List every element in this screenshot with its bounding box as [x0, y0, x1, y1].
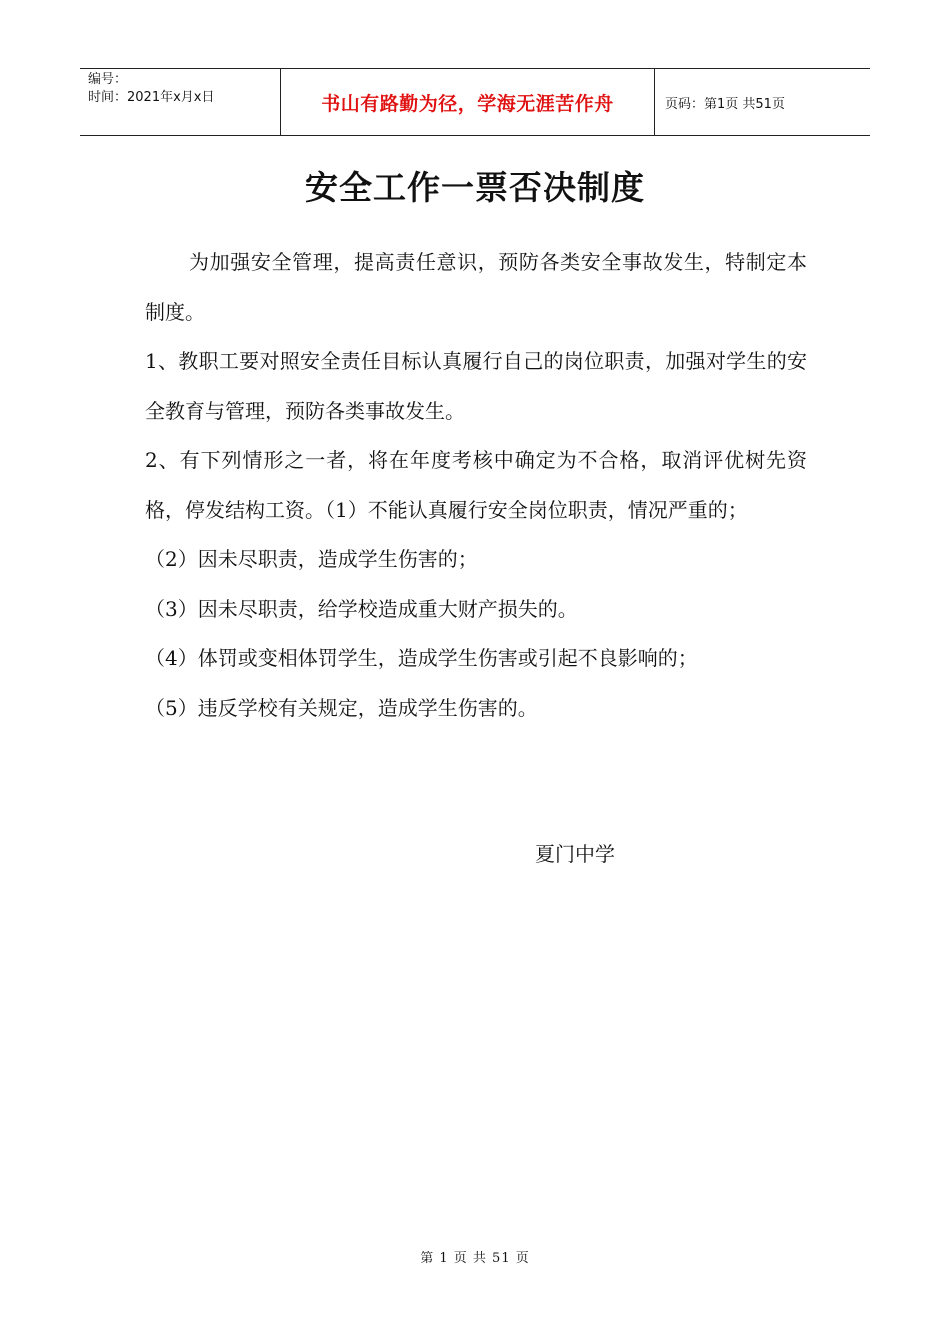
sub-item-4: （4）体罚或变相体罚学生，造成学生伤害或引起不良影响的； — [145, 646, 698, 670]
motto: 书山有路勤为径，学海无涯苦作舟 — [281, 69, 655, 135]
signature: 夏门中学 — [535, 842, 615, 866]
page-info: 页码：第1页 共51页 — [665, 96, 785, 112]
header-meta-cell — [80, 69, 281, 135]
document-header — [80, 68, 870, 136]
document-title: 安全工作一票否决制度 — [305, 168, 645, 207]
number-label: 编号： — [88, 72, 128, 87]
sub-item-5: （5）违反学校有关规定，造成学生伤害的。 — [145, 695, 538, 720]
item-1: 1、教职工要对照安全责任目标认真履行自己的岗位职责，加强对学生的安全教育与管理，预防各类事故发生。 — [145, 349, 807, 423]
page-footer: 第 1 页 共 51 页 — [420, 1251, 530, 1266]
item-2: 2、有下列情形之一者，将在年度考核中确定为不合格，取消评优树先资格，停发结构工资。（1）不能认真履行安全岗位职责，情况严重的； — [145, 448, 807, 522]
document-body — [145, 238, 807, 733]
time-label: 时间：2021年x月x日 — [88, 90, 215, 105]
sub-item-2: （2）因未尽职责，造成学生伤害的； — [145, 547, 478, 571]
intro-paragraph: 为加强安全管理，提高责任意识，预防各类安全事故发生，特制定本制度。 — [145, 250, 807, 324]
sub-item-3: （3）因未尽职责，给学校造成重大财产损失的。 — [145, 596, 578, 621]
